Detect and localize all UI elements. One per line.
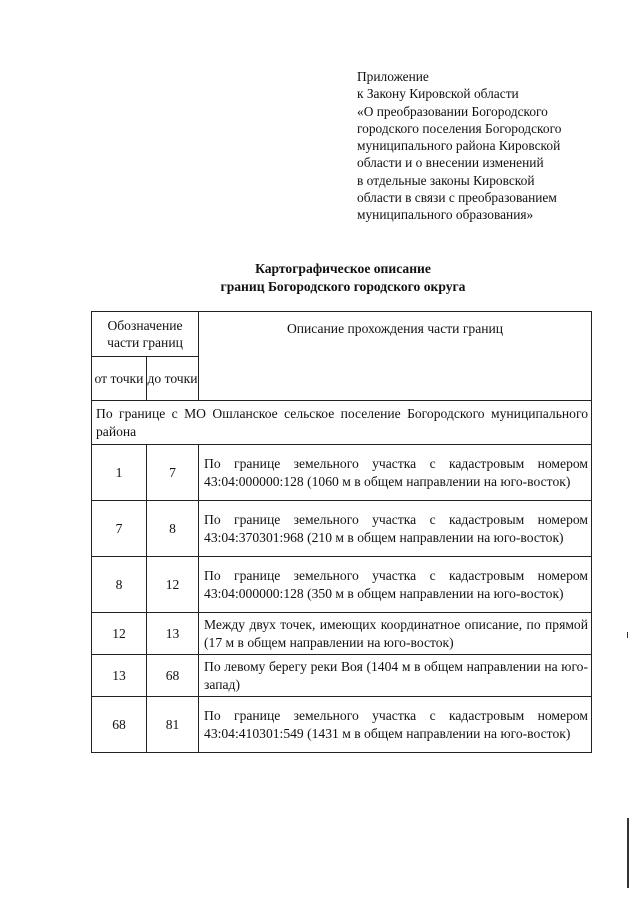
header-description: Описание прохождения части границ bbox=[199, 312, 592, 401]
appendix-line: области в связи с преобразованием bbox=[357, 190, 557, 206]
document-title bbox=[0, 260, 640, 296]
boundary-table bbox=[91, 311, 592, 753]
section-title: По границе с МО Ошланское сельское поселение Богородского муниципального района bbox=[92, 401, 592, 445]
appendix-line: к Закону Кировской области bbox=[357, 86, 519, 102]
header-to: до точки bbox=[147, 357, 199, 401]
header-designation: Обозначение части границ bbox=[92, 312, 199, 357]
title-line-2: границ Богородского городского округа bbox=[220, 279, 466, 294]
table-row bbox=[92, 445, 592, 501]
appendix-note bbox=[357, 68, 625, 224]
appendix-line: области и о внесении изменений bbox=[357, 155, 544, 171]
from-point: 12 bbox=[92, 613, 147, 655]
header-from: от точки bbox=[92, 357, 147, 401]
from-point: 8 bbox=[92, 557, 147, 613]
from-point: 1 bbox=[92, 445, 147, 501]
boundary-description: По границе земельного участка с кадастровым номером 43:04:000000:128 (1060 м в общем направлении на юго-восток) bbox=[199, 445, 592, 501]
scan-edge-mark bbox=[627, 818, 629, 888]
table-row bbox=[92, 557, 592, 613]
boundary-description: По границе земельного участка с кадастровым номером 43:04:370301:968 (210 м в общем направлении на юго-восток) bbox=[199, 501, 592, 557]
title-line-1: Картографическое описание bbox=[255, 261, 431, 276]
appendix-line: городского поселения Богородского bbox=[357, 120, 562, 136]
from-point: 13 bbox=[92, 655, 147, 697]
boundary-description: По границе земельного участка с кадастровым номером 43:04:000000:128 (350 м в общем направлении на юго-восток) bbox=[199, 557, 592, 613]
scan-edge-mark bbox=[627, 632, 628, 638]
table-row bbox=[92, 655, 592, 697]
appendix-line: «О преобразовании Богородского bbox=[357, 103, 548, 119]
to-point: 81 bbox=[147, 697, 199, 753]
section-row bbox=[92, 401, 592, 445]
boundary-description: По границе земельного участка с кадастровым номером 43:04:410301:549 (1431 м в общем направлении на юго-восток) bbox=[199, 697, 592, 753]
to-point: 68 bbox=[147, 655, 199, 697]
to-point: 7 bbox=[147, 445, 199, 501]
to-point: 13 bbox=[147, 613, 199, 655]
from-point: 68 bbox=[92, 697, 147, 753]
to-point: 8 bbox=[147, 501, 199, 557]
table-row bbox=[92, 501, 592, 557]
from-point: 7 bbox=[92, 501, 147, 557]
appendix-line: в отдельные законы Кировской bbox=[357, 172, 535, 188]
table-header-row bbox=[92, 312, 592, 357]
appendix-line: муниципального образования» bbox=[357, 207, 534, 223]
boundary-description: По левому берегу реки Воя (1404 м в общем направлении на юго-запад) bbox=[199, 655, 592, 697]
to-point: 12 bbox=[147, 557, 199, 613]
appendix-line: муниципального района Кировской bbox=[357, 138, 561, 154]
boundary-description: Между двух точек, имеющих координатное описание, по прямой (17 м в общем направлении на юго-восток) bbox=[199, 613, 592, 655]
appendix-line: Приложение bbox=[357, 69, 429, 84]
table-row bbox=[92, 697, 592, 753]
table-row bbox=[92, 613, 592, 655]
